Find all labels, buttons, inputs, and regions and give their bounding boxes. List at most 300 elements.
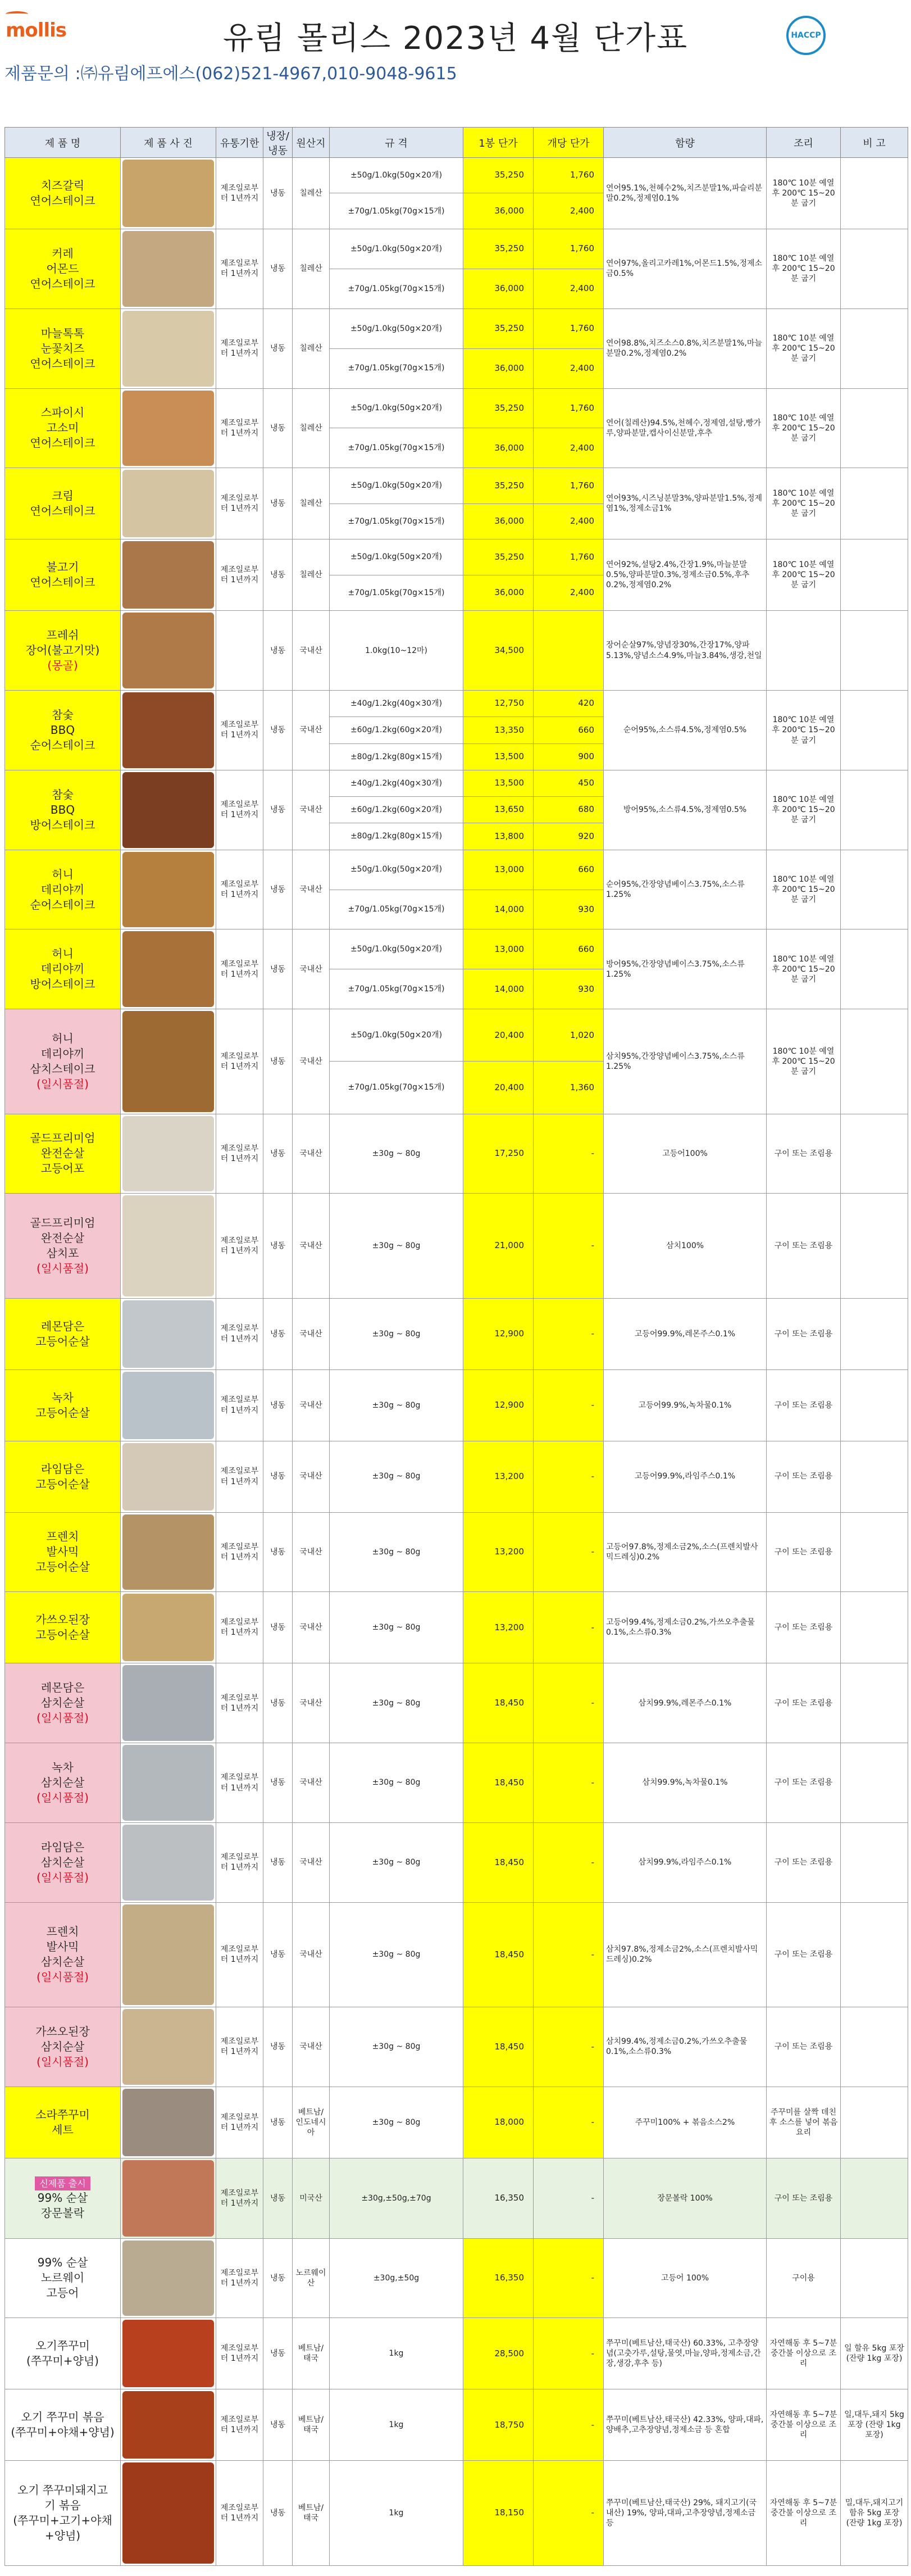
unit-price: 13,200	[463, 1592, 534, 1663]
remarks	[841, 929, 908, 1009]
product-name-line: 참숯	[52, 708, 74, 722]
table-row	[5, 2007, 908, 2087]
product-photo-image	[122, 541, 214, 609]
cooking-method: 180℃ 10분 예열 후 200℃ 15~20분 굽기	[767, 770, 841, 850]
product-name-line: 순어스테이크	[30, 738, 95, 752]
product-name-line: 프렌치	[46, 1530, 79, 1544]
shelf-life: 제조일로부터 1년까지	[216, 1369, 263, 1441]
product-photo-image	[122, 1745, 214, 1821]
product-name-line: 발사믹	[46, 1545, 79, 1559]
product-name-line: 발사믹	[46, 1940, 79, 1954]
shelf-life: 제조일로부터 1년까지	[216, 1009, 263, 1114]
piece-price: 1,760	[534, 309, 604, 348]
product-name-line: BBQ	[50, 802, 75, 817]
spec: ±60g/1.2kg(60g×20개)	[330, 717, 463, 743]
product-photo-image	[122, 1116, 214, 1192]
product-name-line: 고소미	[46, 421, 79, 435]
origin: 국내산	[293, 691, 330, 770]
cooking-method: 자연해동 후 5~7분 중간불 이상으로 조리	[767, 2461, 841, 2566]
table-row	[5, 2087, 908, 2158]
product-name-line: 프레쉬	[46, 628, 79, 642]
table-row	[5, 1743, 908, 1823]
product-photo-image	[122, 1825, 214, 1901]
product-name-line: 가쓰오된장	[35, 1613, 90, 1627]
remarks	[841, 2238, 908, 2318]
origin: 국내산	[293, 611, 330, 691]
page-title: 유림 몰리스 2023년 4월 단가표	[222, 20, 689, 57]
product-name-line: 녹차	[52, 1761, 74, 1774]
unit-price: 18,450	[463, 1822, 534, 1902]
cooking-method: 180℃ 10분 예열 후 200℃ 15~20분 굽기	[767, 691, 841, 770]
unit-price: 12,900	[463, 1298, 534, 1369]
unit-price: 16,350	[463, 2158, 534, 2238]
shelf-life: 제조일로부터 1년까지	[216, 2318, 263, 2389]
product-name-line: 연어스테이크	[30, 504, 95, 518]
product-photo-image	[122, 1665, 214, 1741]
spec: ±50g/1.0kg(50g×20개)	[330, 539, 463, 575]
cooking-method: 180℃ 10분 예열 후 200℃ 15~20분 굽기	[767, 468, 841, 539]
spec: ±30g ~ 80g	[330, 1194, 463, 1298]
spec: ±30g ~ 80g	[330, 1441, 463, 1512]
storage-type: 냉동	[263, 1114, 293, 1194]
piece-price: -	[534, 1743, 604, 1823]
unit-price: 18,150	[463, 2461, 534, 2566]
cooking-method: 주꾸미를 살짝 데친 후 소스를 넣어 볶음 요리	[767, 2087, 841, 2158]
product-photo	[121, 1009, 216, 1114]
ingredients: 방어95%,소스류4.5%,정제염0.5%	[604, 770, 767, 850]
cooking-method: 180℃ 10분 예열 후 200℃ 15~20분 굽기	[767, 1009, 841, 1114]
product-name-line: 삼치순살	[40, 1696, 85, 1710]
product-photo-image	[122, 692, 214, 768]
spec: ±30g ~ 80g	[330, 1298, 463, 1369]
cooking-method: 구이용	[767, 2238, 841, 2318]
product-name-line: 삼치순살	[40, 2039, 85, 2053]
piece-price: 1,020	[534, 1009, 604, 1062]
product-name-line: (일시품절)	[37, 1077, 89, 1091]
spec: ±30g ~ 80g	[330, 1592, 463, 1663]
unit-price: 36,000	[463, 428, 534, 468]
product-photo-image	[122, 2160, 214, 2237]
table-body	[5, 158, 908, 2566]
piece-price: -	[534, 2158, 604, 2238]
product-name-line: 소라쭈꾸미	[35, 2107, 90, 2121]
product-name	[5, 2007, 121, 2087]
remarks	[841, 1822, 908, 1902]
shelf-life: 제조일로부터 1년까지	[216, 2238, 263, 2318]
header	[0, 0, 911, 84]
storage-type: 냉동	[263, 468, 293, 539]
product-photo	[121, 1512, 216, 1592]
piece-price: -	[534, 1512, 604, 1592]
product-photo-image	[122, 160, 214, 227]
product-photo	[121, 2389, 216, 2461]
product-photo	[121, 611, 216, 691]
column-header: 1봉 단가	[463, 128, 534, 158]
column-header: 제 품 명	[5, 128, 121, 158]
table-row	[5, 468, 908, 504]
origin: 칠레산	[293, 158, 330, 229]
product-photo	[121, 1298, 216, 1369]
piece-price: 1,760	[534, 158, 604, 193]
piece-price: 2,400	[534, 193, 604, 229]
product-name	[5, 929, 121, 1009]
remarks	[841, 1298, 908, 1369]
product-photo-image	[122, 2009, 214, 2085]
product-name-line: (일시품절)	[37, 1261, 89, 1275]
piece-price: 900	[534, 743, 604, 770]
product-name-line: 오기쭈꾸미	[35, 2339, 90, 2353]
origin: 칠레산	[293, 468, 330, 539]
product-name-line: (몽골)	[47, 659, 78, 673]
cooking-method: 180℃ 10분 예열 후 200℃ 15~20분 굽기	[767, 388, 841, 468]
shelf-life: 제조일로부터 1년까지	[216, 2461, 263, 2566]
ingredients: 장문볼락 100%	[604, 2158, 767, 2238]
remarks	[841, 1194, 908, 1298]
storage-type: 냉동	[263, 691, 293, 770]
unit-price: 36,000	[463, 193, 534, 229]
product-photo	[121, 1114, 216, 1194]
product-photo	[121, 2087, 216, 2158]
shelf-life	[216, 611, 263, 691]
storage-type: 냉동	[263, 2461, 293, 2566]
product-name-line: 연어스테이크	[30, 276, 95, 291]
remarks	[841, 1441, 908, 1512]
shelf-life: 제조일로부터 1년까지	[216, 850, 263, 929]
column-header: 비 고	[841, 128, 908, 158]
unit-price: 28,500	[463, 2318, 534, 2389]
storage-type: 냉동	[263, 309, 293, 388]
origin: 국내산	[293, 1592, 330, 1663]
product-photo-image	[122, 2089, 214, 2156]
unit-price: 35,250	[463, 158, 534, 193]
product-photo	[121, 2158, 216, 2238]
table-row	[5, 388, 908, 428]
product-name-line: 허니	[52, 1031, 74, 1045]
ingredients: 연어95.1%,천혜수2%,치즈분말1%,파슬리분말0.2%,정제염0.1%	[604, 158, 767, 229]
table-row	[5, 1902, 908, 2007]
origin: 칠레산	[293, 229, 330, 309]
product-name-line: 장문볼락	[40, 2206, 85, 2220]
new-product-badge: 신제품 출시	[35, 2176, 90, 2191]
remarks	[841, 229, 908, 309]
unit-price: 36,000	[463, 269, 534, 309]
unit-price: 13,800	[463, 823, 534, 850]
table-row	[5, 158, 908, 193]
spec: ±30g ~ 80g	[330, 2087, 463, 2158]
spec: ±70g/1.05kg(70g×15개)	[330, 504, 463, 539]
unit-price: 34,500	[463, 611, 534, 691]
column-header: 원산지	[293, 128, 330, 158]
product-name-line: (일시품절)	[37, 1970, 89, 1984]
table-row	[5, 1114, 908, 1194]
cooking-method: 구이 또는 조림용	[767, 1663, 841, 1743]
product-photo	[121, 1822, 216, 1902]
remarks	[841, 2007, 908, 2087]
storage-type: 냉동	[263, 1369, 293, 1441]
shelf-life: 제조일로부터 1년까지	[216, 1298, 263, 1369]
unit-price: 13,000	[463, 850, 534, 890]
piece-price: -	[534, 1822, 604, 1902]
table-row	[5, 1298, 908, 1369]
product-name	[5, 2461, 121, 2566]
product-name-line: 연어스테이크	[30, 193, 95, 207]
ingredients: 삼치97.8%,정제소금2%,소스(프렌치발사믹드레싱)0.2%	[604, 1902, 767, 2007]
ingredients: 쭈꾸미(베트남산,태국산) 42.33%, 양파,대파,양배추,고추장양념,정제소금 등 혼합	[604, 2389, 767, 2461]
product-name-line: 99% 순살	[37, 2256, 88, 2270]
remarks	[841, 539, 908, 611]
product-name-line: 불고기	[46, 560, 79, 574]
ingredients: 쭈꾸미(베트남산,태국산) 29%, 돼지고기(국내산) 19%, 양파,대파,고추장양념,정제소금 등	[604, 2461, 767, 2566]
product-photo	[121, 1902, 216, 2007]
cooking-method: 180℃ 10분 예열 후 200℃ 15~20분 굽기	[767, 309, 841, 388]
spec: ±60g/1.2kg(60g×20개)	[330, 797, 463, 823]
cooking-method: 180℃ 10분 예열 후 200℃ 15~20분 굽기	[767, 229, 841, 309]
product-name-line: 오기 쭈꾸미 볶음	[21, 2410, 104, 2424]
storage-type: 냉동	[263, 1512, 293, 1592]
product-photo	[121, 929, 216, 1009]
ingredients: 고등어 100%	[604, 2238, 767, 2318]
product-photo	[121, 1441, 216, 1512]
product-name-line: 연어스테이크	[30, 356, 95, 370]
ingredients: 삼치99.9%,녹차물0.1%	[604, 1743, 767, 1823]
spec: ±70g/1.05kg(70g×15개)	[330, 575, 463, 610]
cooking-method: 구이 또는 조림용	[767, 2158, 841, 2238]
cooking-method: 180℃ 10분 예열 후 200℃ 15~20분 굽기	[767, 539, 841, 611]
product-name	[5, 691, 121, 770]
unit-price: 18,750	[463, 2389, 534, 2461]
cooking-method: 구이 또는 조림용	[767, 1441, 841, 1512]
unit-price: 13,200	[463, 1441, 534, 1512]
ingredients: 연어(칠레산)94.5%,천혜수,정제염,설탕,빵가루,양파분말,캡사이신분말,후추	[604, 388, 767, 468]
storage-type: 냉동	[263, 770, 293, 850]
origin: 국내산	[293, 2007, 330, 2087]
contact-info: 제품문의 :㈜유림에프에스(062)521-4967,010-9048-9615	[4, 64, 457, 84]
product-name-line: 완전순살	[40, 1146, 85, 1160]
storage-type: 냉동	[263, 2318, 293, 2389]
origin: 국내산	[293, 1663, 330, 1743]
product-name	[5, 1369, 121, 1441]
remarks: 일 할유 5kg 포장 (잔량 1kg 포장)	[841, 2318, 908, 2389]
ingredients: 쭈꾸미(베트남산,태국산) 60.33%, 고추장양념(고춧가루,설탕,물엿,마늘,양파,정제소금,간장,생강,후추 등)	[604, 2318, 767, 2389]
spec: ±50g/1.0kg(50g×20개)	[330, 158, 463, 193]
product-name	[5, 1194, 121, 1298]
product-name	[5, 1663, 121, 1743]
product-name-line: 노르웨이	[40, 2271, 85, 2285]
spec: ±50g/1.0kg(50g×20개)	[330, 468, 463, 504]
storage-type: 냉동	[263, 1298, 293, 1369]
shelf-life: 제조일로부터 1년까지	[216, 1441, 263, 1512]
remarks	[841, 1369, 908, 1441]
product-name	[5, 388, 121, 468]
product-name-line: 세트	[52, 2123, 74, 2137]
piece-price: 680	[534, 797, 604, 823]
product-name	[5, 1902, 121, 2007]
remarks	[841, 1743, 908, 1823]
product-photo-image	[122, 852, 214, 928]
product-photo	[121, 158, 216, 229]
table-row	[5, 2238, 908, 2318]
remarks: 밀,대두,돼지고기함유 5kg 포장 (잔량 1kg 포장)	[841, 2461, 908, 2566]
remarks	[841, 1663, 908, 1743]
piece-price: 1,760	[534, 539, 604, 575]
origin: 국내산	[293, 1512, 330, 1592]
shelf-life: 제조일로부터 1년까지	[216, 1663, 263, 1743]
table-row	[5, 309, 908, 348]
shelf-life: 제조일로부터 1년까지	[216, 2158, 263, 2238]
spec: ±30g ~ 80g	[330, 2007, 463, 2087]
product-name	[5, 1592, 121, 1663]
cooking-method: 구이 또는 조림용	[767, 1592, 841, 1663]
product-name	[5, 309, 121, 388]
product-name	[5, 158, 121, 229]
table-row	[5, 1663, 908, 1743]
product-name-line: 완전순살	[40, 1231, 85, 1245]
table-row	[5, 2318, 908, 2389]
product-photo-image	[122, 613, 214, 688]
product-name	[5, 1822, 121, 1902]
shelf-life: 제조일로부터 1년까지	[216, 1743, 263, 1823]
product-name-line: 삼치순살	[40, 1776, 85, 1789]
origin: 국내산	[293, 1298, 330, 1369]
unit-price: 18,450	[463, 1902, 534, 2007]
piece-price: 2,400	[534, 575, 604, 610]
storage-type: 냉동	[263, 2389, 293, 2461]
product-name	[5, 2389, 121, 2461]
product-name-line: (쭈꾸미+야채+양념)	[11, 2425, 115, 2439]
remarks	[841, 691, 908, 770]
storage-type: 냉동	[263, 388, 293, 468]
product-photo-image	[122, 2462, 214, 2564]
storage-type: 냉동	[263, 850, 293, 929]
spec: ±70g/1.05kg(70g×15개)	[330, 969, 463, 1009]
storage-type: 냉동	[263, 1009, 293, 1114]
spec: ±80g/1.2kg(80g×15개)	[330, 823, 463, 850]
table-row	[5, 2158, 908, 2238]
product-name	[5, 2158, 121, 2238]
product-name-line: 라임담은	[40, 1462, 85, 1476]
table-row	[5, 611, 908, 691]
product-name-line: 삼치순살	[40, 1955, 85, 1969]
table-row	[5, 1441, 908, 1512]
remarks	[841, 1512, 908, 1592]
product-name	[5, 2087, 121, 2158]
storage-type: 냉동	[263, 158, 293, 229]
unit-price: 17,250	[463, 1114, 534, 1194]
ingredients: 고등어99.9%,라임주스0.1%	[604, 1441, 767, 1512]
product-photo	[121, 770, 216, 850]
spec: ±70g/1.05kg(70g×15개)	[330, 193, 463, 229]
product-name-line: (쭈꾸미+양념)	[26, 2354, 99, 2368]
origin: 국내산	[293, 770, 330, 850]
product-name	[5, 2318, 121, 2389]
ingredients: 고등어99.9%,녹차물0.1%	[604, 1369, 767, 1441]
product-photo-image	[122, 1300, 214, 1368]
product-name-line: 고등어	[46, 2286, 79, 2300]
product-name-line: 가쓰오된장	[35, 2024, 90, 2038]
product-name	[5, 770, 121, 850]
spec: ±50g/1.0kg(50g×20개)	[330, 229, 463, 269]
shelf-life: 제조일로부터 1년까지	[216, 309, 263, 388]
product-name-line: 고등어순살	[35, 1334, 90, 1348]
piece-price: -	[534, 2461, 604, 2566]
spec: ±30g,±50g	[330, 2238, 463, 2318]
shelf-life: 제조일로부터 1년까지	[216, 1194, 263, 1298]
origin: 칠레산	[293, 539, 330, 611]
product-name	[5, 1009, 121, 1114]
product-photo-image	[122, 931, 214, 1007]
piece-price: 930	[534, 890, 604, 929]
storage-type: 냉동	[263, 229, 293, 309]
unit-price: 35,250	[463, 468, 534, 504]
piece-price: 1,360	[534, 1062, 604, 1114]
product-photo-image	[122, 1195, 214, 1296]
table-row	[5, 229, 908, 269]
ingredients: 고등어97.8%,정제소금2%,소스(프렌치발사믹드레싱)0.2%	[604, 1512, 767, 1592]
product-name	[5, 2238, 121, 2318]
ingredients: 연어93%,시즈닝분말3%,양파분말1.5%,정제염1%,정제소금1%	[604, 468, 767, 539]
product-name-line: 장어(불고기맛)	[25, 643, 100, 657]
shelf-life: 제조일로부터 1년까지	[216, 158, 263, 229]
table-row	[5, 539, 908, 575]
haccp-badge-icon: HACCP	[786, 16, 826, 55]
product-name-line: BBQ	[50, 723, 75, 737]
product-name-line: 데리야끼	[40, 882, 85, 896]
product-photo	[121, 229, 216, 309]
ingredients: 삼치99.4%,정제소금0.2%,가쓰오추출물0.1%,소스류0.3%	[604, 2007, 767, 2087]
product-name-line: 골드프리미엄	[30, 1216, 95, 1230]
cooking-method: 구이 또는 조림용	[767, 1902, 841, 2007]
product-name-line: 기 볶음	[44, 2498, 81, 2512]
product-name	[5, 1298, 121, 1369]
product-name-line: 방어스테이크	[30, 818, 95, 832]
cooking-method: 180℃ 10분 예열 후 200℃ 15~20분 굽기	[767, 158, 841, 229]
unit-price: 13,000	[463, 929, 534, 969]
origin: 국내산	[293, 1369, 330, 1441]
unit-price: 21,000	[463, 1194, 534, 1298]
spec: ±30g ~ 80g	[330, 1822, 463, 1902]
shelf-life: 제조일로부터 1년까지	[216, 1592, 263, 1663]
product-photo-image	[122, 470, 214, 537]
spec: ±30g ~ 80g	[330, 1114, 463, 1194]
product-name-line: 데리야끼	[40, 962, 85, 976]
shelf-life: 제조일로부터 1년까지	[216, 691, 263, 770]
column-header: 유통기한	[216, 128, 263, 158]
ingredients: 삼치99.9%,라임주스0.1%	[604, 1822, 767, 1902]
remarks: 일,대두,돼지 5kg 포장 (잔량 1kg 포장)	[841, 2389, 908, 2461]
unit-price: 36,000	[463, 348, 534, 388]
cooking-method: 구이 또는 조림용	[767, 1512, 841, 1592]
product-photo-image	[122, 1372, 214, 1439]
product-photo	[121, 468, 216, 539]
unit-price: 14,000	[463, 969, 534, 1009]
origin: 미국산	[293, 2158, 330, 2238]
spec: ±30g ~ 80g	[330, 1902, 463, 2007]
shelf-life: 제조일로부터 1년까지	[216, 2389, 263, 2461]
piece-price: -	[534, 2087, 604, 2158]
origin: 베트남/태국	[293, 2389, 330, 2461]
origin: 칠레산	[293, 309, 330, 388]
origin: 노르웨이산	[293, 2238, 330, 2318]
shelf-life: 제조일로부터 1년까지	[216, 770, 263, 850]
storage-type: 냉동	[263, 1822, 293, 1902]
shelf-life: 제조일로부터 1년까지	[216, 1902, 263, 2007]
product-photo	[121, 2461, 216, 2566]
remarks	[841, 1009, 908, 1114]
table-row	[5, 1009, 908, 1062]
unit-price: 20,400	[463, 1009, 534, 1062]
piece-price: 2,400	[534, 269, 604, 309]
storage-type: 냉동	[263, 611, 293, 691]
